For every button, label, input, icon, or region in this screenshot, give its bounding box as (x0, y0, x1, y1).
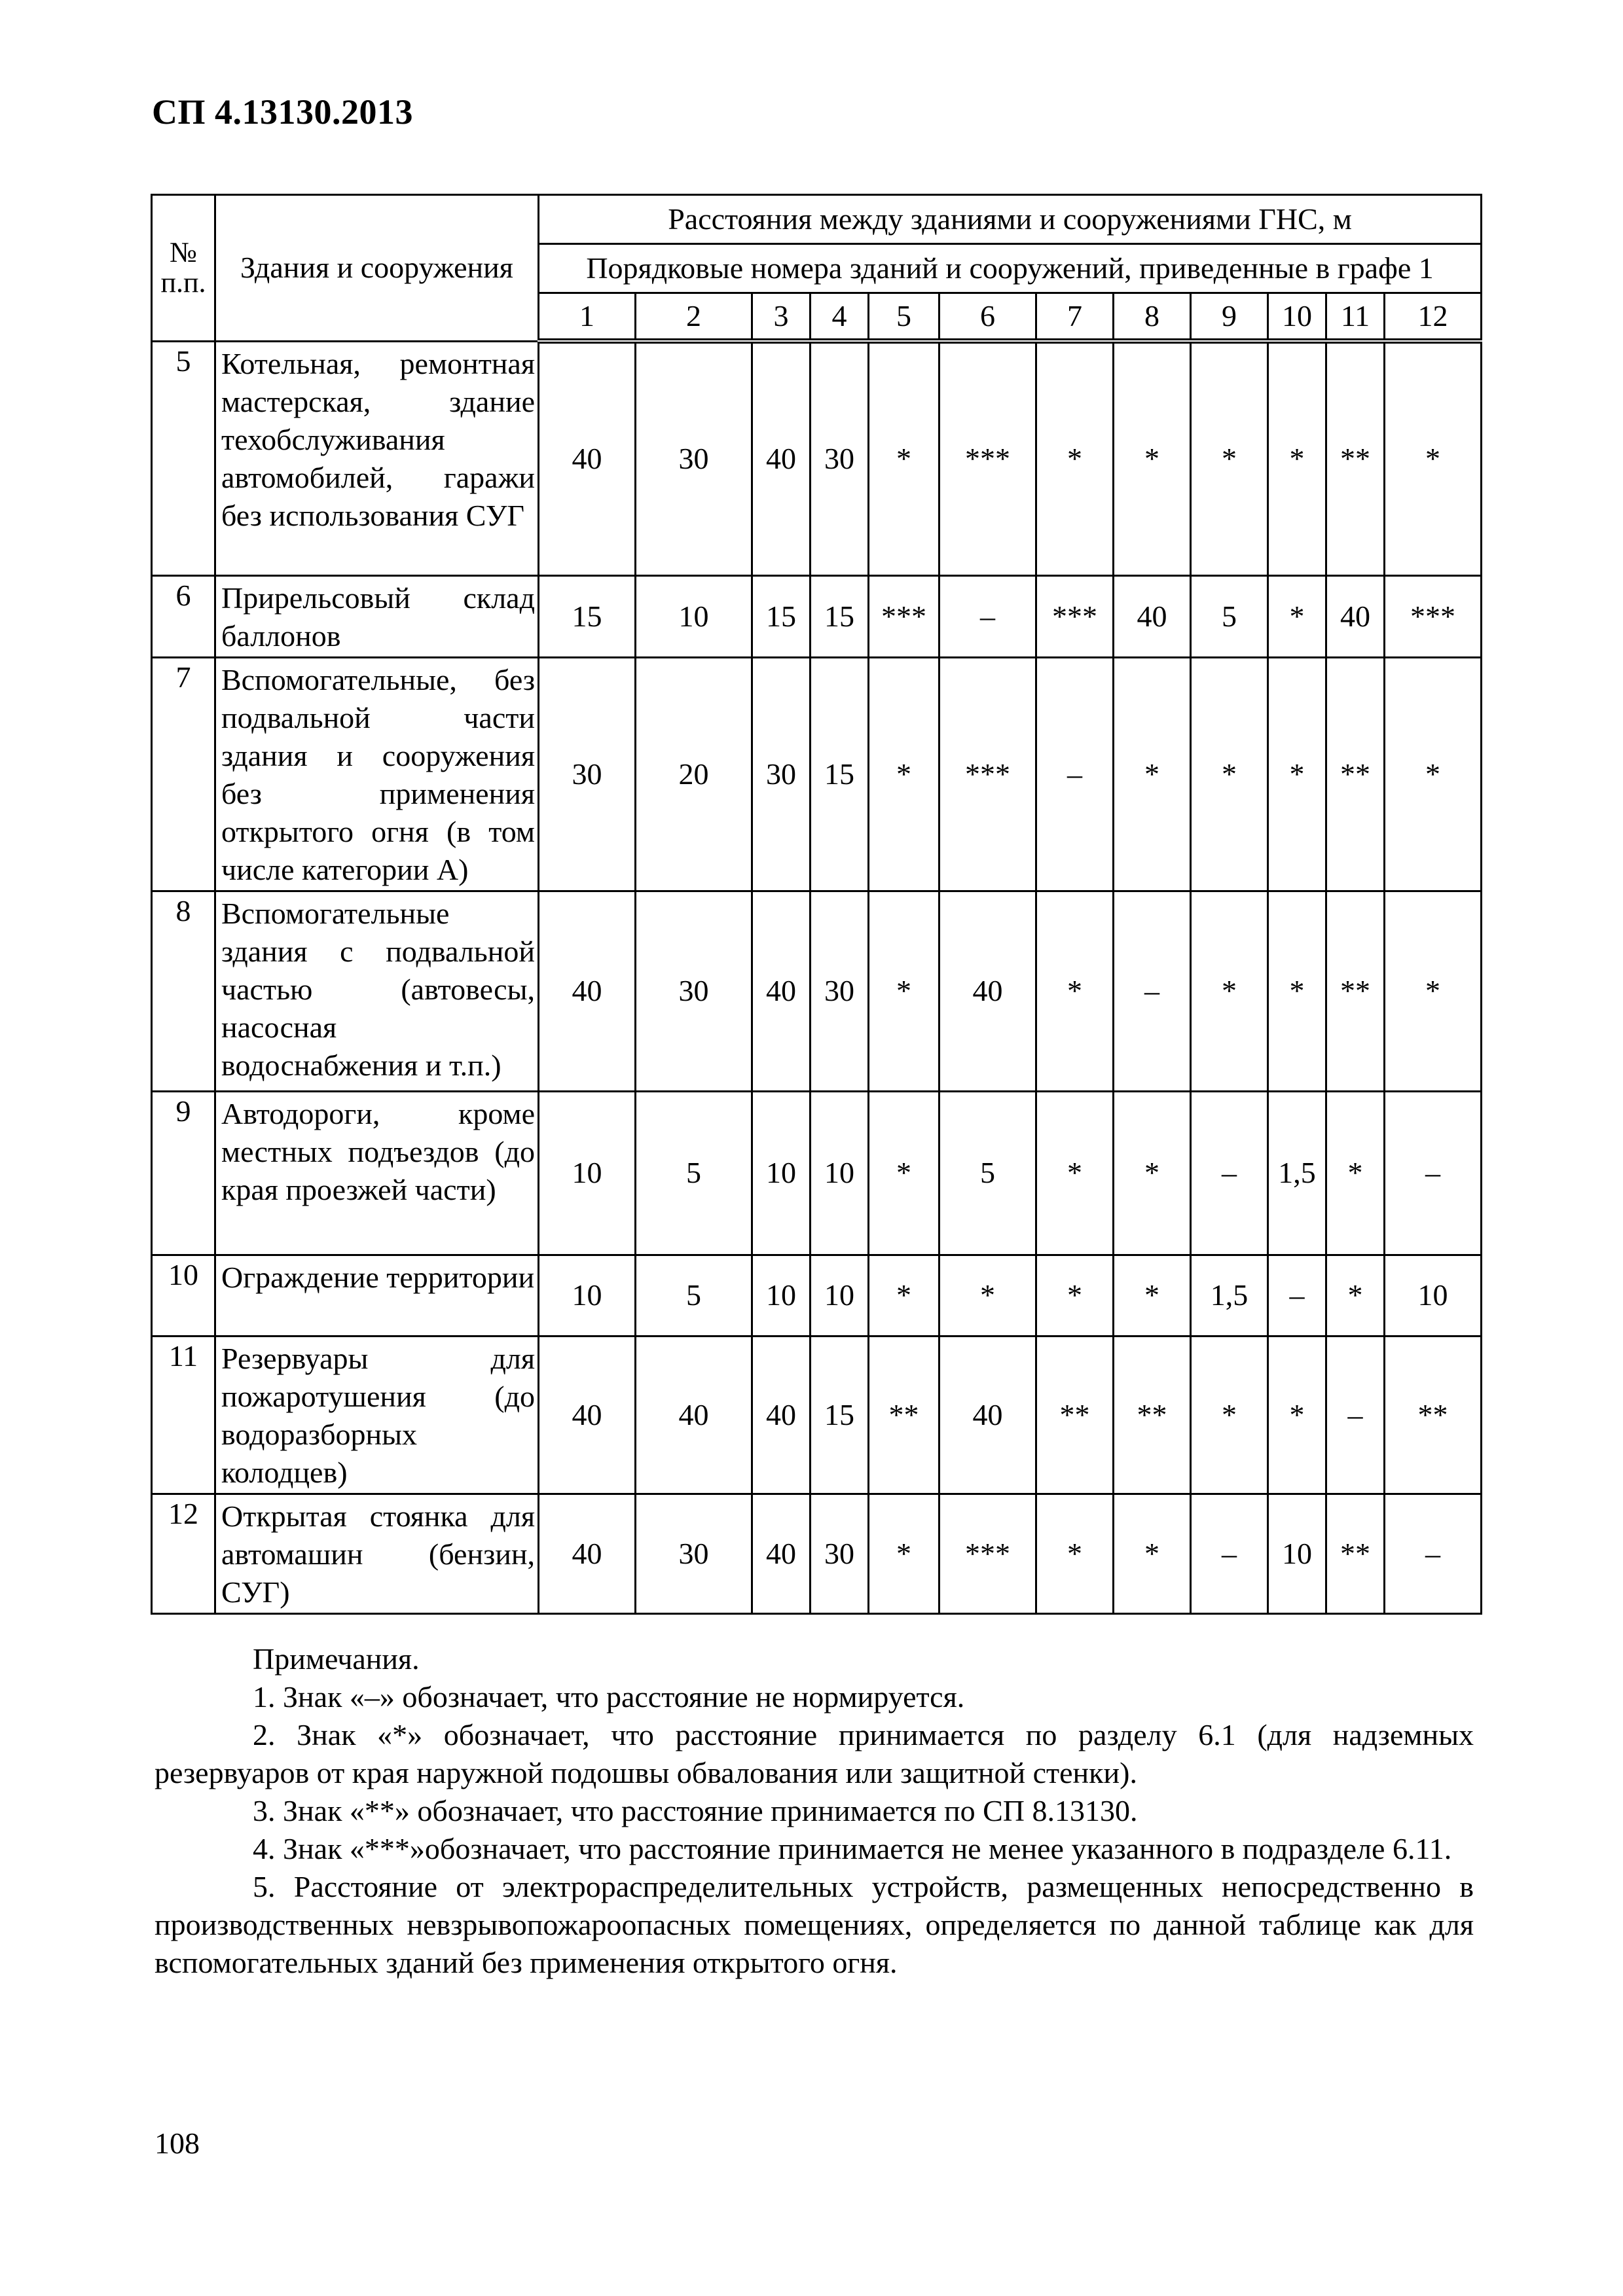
distance-cell: ** (1326, 341, 1385, 575)
distance-cell: * (1114, 1255, 1191, 1336)
distance-cell: – (939, 575, 1036, 657)
distance-cell: 30 (636, 341, 752, 575)
distance-cell: * (1114, 1091, 1191, 1255)
note-item: 5. Расстояние от электрораспределительных устройств, размещенных непосредственно в производственных невзрывопожароопасных помещениях, определяется по данной таблице как для вспомогательных зданий без применения открытого огня. (155, 1870, 1474, 1979)
distance-cell: 5 (939, 1091, 1036, 1255)
distance-cell: ** (869, 1336, 939, 1494)
notes (155, 1640, 1474, 1982)
table-row (152, 1255, 1482, 1336)
distance-cell: * (1326, 1255, 1385, 1336)
col-number: 1 (539, 293, 636, 342)
row-name: Открытая стоянка для автомашин (бензин, СУГ) (215, 1494, 539, 1613)
distance-cell: 40 (539, 1336, 636, 1494)
row-name: Вспомогательные, без подвальной части здания и сооружения без применения открытого огня (в том числе категории А) (215, 657, 539, 891)
distance-cell: 10 (1268, 1494, 1326, 1613)
distance-cell: 40 (752, 341, 811, 575)
distance-cell: * (869, 1091, 939, 1255)
row-number: 7 (152, 657, 215, 891)
distance-cell: 20 (636, 657, 752, 891)
distance-cell: *** (939, 1494, 1036, 1613)
distance-cell: 5 (636, 1255, 752, 1336)
col-number: 6 (939, 293, 1036, 342)
distance-cell: 10 (752, 1091, 811, 1255)
distance-cell: 10 (811, 1091, 869, 1255)
distance-cell: 15 (811, 657, 869, 891)
row-number: 9 (152, 1091, 215, 1255)
distance-cell: 40 (1326, 575, 1385, 657)
row-number: 10 (152, 1255, 215, 1336)
table-row (152, 575, 1482, 657)
distance-cell: * (869, 657, 939, 891)
distance-cell: * (869, 341, 939, 575)
distance-cell: ** (1326, 657, 1385, 891)
col-number: 4 (811, 293, 869, 342)
note-item: 2. Знак «*» обозначает, что расстояние принимается по разделу 6.1 (для надземных резервуаров от края наружной подошвы обвалования или защитной стенки). (155, 1718, 1474, 1789)
distance-cell: 30 (636, 1494, 752, 1613)
document-code: СП 4.13130.2013 (152, 92, 413, 132)
distance-cell: * (1036, 1494, 1114, 1613)
row-name: Котельная, ремонтная мастерская, здание техобслуживания автомобилей, гаражи без использования СУГ (215, 341, 539, 575)
note-item: 1. Знак «–» обозначает, что расстояние не нормируется. (253, 1680, 965, 1713)
distance-cell: *** (869, 575, 939, 657)
distance-cell: 5 (1191, 575, 1268, 657)
distance-cell: * (1191, 657, 1268, 891)
distance-cell: 30 (811, 1494, 869, 1613)
distance-table (151, 194, 1482, 1615)
row-name: Вспомогательные здания с подвальной частью (автовесы, насосная водоснабжения и т.п.) (215, 891, 539, 1091)
col-number: 12 (1385, 293, 1482, 342)
notes-title: Примечания. (253, 1642, 420, 1676)
distance-cell: 10 (539, 1255, 636, 1336)
distance-cell: 1,5 (1191, 1255, 1268, 1336)
table-row (152, 657, 1482, 891)
distance-cell: ** (1114, 1336, 1191, 1494)
row-name: Ограждение территории (215, 1255, 539, 1336)
distance-cell: 10 (811, 1255, 869, 1336)
distance-cell: *** (1036, 575, 1114, 657)
distance-cell: * (869, 1255, 939, 1336)
distance-cell: * (1191, 891, 1268, 1091)
col-number: 8 (1114, 293, 1191, 342)
row-number: 12 (152, 1494, 215, 1613)
distance-cell: 40 (539, 341, 636, 575)
row-name: Автодороги, кроме местных подъездов (до края проезжей части) (215, 1091, 539, 1255)
distance-cell: – (1191, 1091, 1268, 1255)
distance-cell: – (1191, 1494, 1268, 1613)
distance-cell: 40 (752, 891, 811, 1091)
distance-cell: * (1326, 1091, 1385, 1255)
header-ordinals: Порядковые номера зданий и сооружений, приведенные в графе 1 (539, 244, 1482, 293)
distance-cell: 15 (539, 575, 636, 657)
distance-cell: 10 (752, 1255, 811, 1336)
distance-cell: 30 (811, 341, 869, 575)
distance-cell: – (1385, 1091, 1482, 1255)
distance-cell: 15 (752, 575, 811, 657)
distance-cell: 10 (1385, 1255, 1482, 1336)
distance-cell: * (1036, 1255, 1114, 1336)
distance-cell: 40 (539, 1494, 636, 1613)
distance-cell: *** (939, 657, 1036, 891)
distance-cell: * (1114, 341, 1191, 575)
distance-cell: 40 (752, 1494, 811, 1613)
col-number: 5 (869, 293, 939, 342)
distance-cell: * (1268, 575, 1326, 657)
distance-cell: 30 (811, 891, 869, 1091)
distance-cell: 10 (539, 1091, 636, 1255)
distance-cell: 40 (939, 1336, 1036, 1494)
col-number: 7 (1036, 293, 1114, 342)
distance-cell: * (1268, 341, 1326, 575)
table-row (152, 891, 1482, 1091)
page-number: 108 (155, 2126, 200, 2160)
distance-cell: 40 (1114, 575, 1191, 657)
distance-cell: 40 (539, 891, 636, 1091)
distance-cell: * (1268, 1336, 1326, 1494)
header-distances: Расстояния между зданиями и сооружениями ГНС, м (539, 195, 1482, 244)
row-number: 6 (152, 575, 215, 657)
col-number: 10 (1268, 293, 1326, 342)
distance-cell: – (1114, 891, 1191, 1091)
distance-cell: – (1326, 1336, 1385, 1494)
distance-cell: 1,5 (1268, 1091, 1326, 1255)
distance-cell: * (1268, 657, 1326, 891)
distance-cell: 15 (811, 1336, 869, 1494)
distance-cell: 30 (636, 891, 752, 1091)
distance-cell: * (1036, 891, 1114, 1091)
row-number: 11 (152, 1336, 215, 1494)
distance-cell: *** (1385, 575, 1482, 657)
distance-cell: – (1385, 1494, 1482, 1613)
distance-cell: – (1268, 1255, 1326, 1336)
note-item: 4. Знак «***»обозначает, что расстояние принимается не менее указанного в подразделе 6.11. (253, 1832, 1452, 1865)
header-name: Здания и сооружения (215, 195, 539, 342)
col-number: 3 (752, 293, 811, 342)
note-item: 3. Знак «**» обозначает, что расстояние принимается по СП 8.13130. (253, 1794, 1138, 1827)
col-number: 9 (1191, 293, 1268, 342)
distance-cell: *** (939, 341, 1036, 575)
distance-cell: 30 (539, 657, 636, 891)
table-row (152, 1336, 1482, 1494)
distance-cell: 5 (636, 1091, 752, 1255)
table-row (152, 1091, 1482, 1255)
distance-cell: – (1036, 657, 1114, 891)
distance-cell: * (1036, 1091, 1114, 1255)
distance-cell: * (1191, 341, 1268, 575)
distance-cell: * (1114, 1494, 1191, 1613)
distance-cell: 40 (636, 1336, 752, 1494)
row-name: Прирельсовый склад баллонов (215, 575, 539, 657)
distance-cell: * (1385, 341, 1482, 575)
distance-cell: ** (1036, 1336, 1114, 1494)
distance-cell: * (869, 891, 939, 1091)
header-row-top (152, 195, 1482, 244)
col-number: 11 (1326, 293, 1385, 342)
table-row (152, 1494, 1482, 1613)
distance-cell: 40 (939, 891, 1036, 1091)
distance-cell: * (1036, 341, 1114, 575)
distance-cell: * (1385, 891, 1482, 1091)
distance-cell: * (939, 1255, 1036, 1336)
distance-cell: * (869, 1494, 939, 1613)
distance-cell: * (1268, 891, 1326, 1091)
distance-cell: ** (1326, 1494, 1385, 1613)
col-number: 2 (636, 293, 752, 342)
row-number: 5 (152, 341, 215, 575)
distance-cell: ** (1326, 891, 1385, 1091)
distance-cell: 15 (811, 575, 869, 657)
header-number: № п.п. (152, 195, 215, 342)
distance-cell: * (1191, 1336, 1268, 1494)
distance-cell: * (1114, 657, 1191, 891)
distance-cell: 10 (636, 575, 752, 657)
distance-cell: 40 (752, 1336, 811, 1494)
distance-cell: ** (1385, 1336, 1482, 1494)
distance-cell: 30 (752, 657, 811, 891)
row-number: 8 (152, 891, 215, 1091)
row-name: Резервуары для пожаротушения (до водоразборных колодцев) (215, 1336, 539, 1494)
distance-cell: * (1385, 657, 1482, 891)
table-row (152, 341, 1482, 575)
